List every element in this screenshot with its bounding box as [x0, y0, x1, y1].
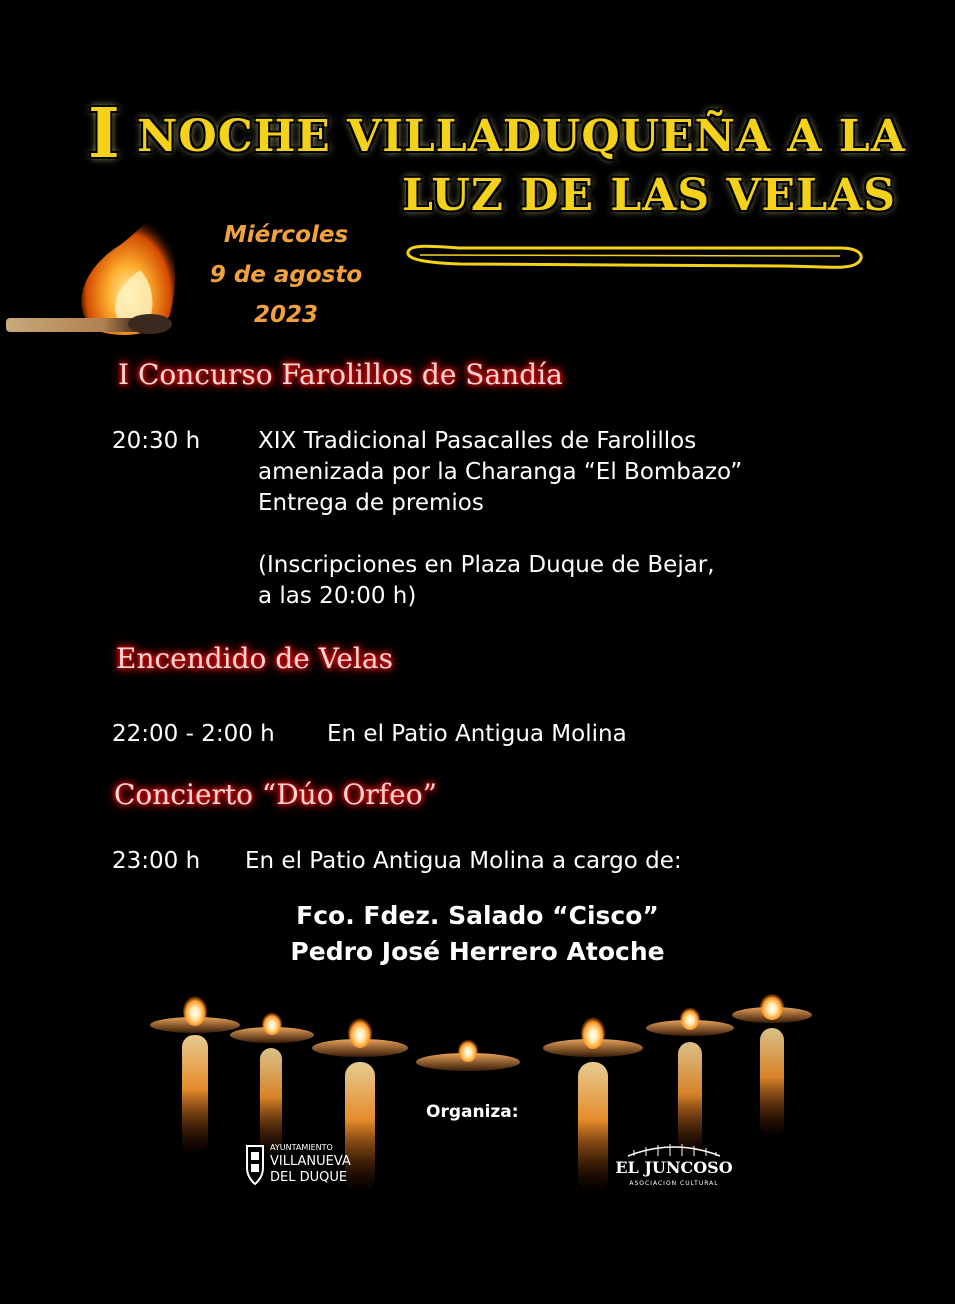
section-heading-concierto: Concierto “Dúo Orfeo”: [114, 778, 437, 811]
time-concierto: 23:00 h: [112, 848, 201, 874]
date-year: 2023: [253, 302, 318, 328]
logo2-subtitle: ASOCIACION CULTURAL: [629, 1180, 719, 1187]
title-numeral: I: [88, 94, 121, 174]
date-day: 9 de agosto: [209, 262, 363, 288]
section-heading-velas: Encendido de Velas: [116, 642, 393, 675]
shield-icon: [244, 1142, 266, 1186]
detail-line: amenizada por la Charanga “El Bombazo”: [258, 459, 743, 485]
performers: [0, 898, 955, 970]
bridge-icon: [624, 1142, 724, 1158]
organiza-label: Organiza:: [426, 1102, 519, 1122]
title-line-2: LUZ DE LAS VELAS: [402, 170, 897, 221]
title-line-1: [88, 94, 906, 174]
time-velas: 22:00 - 2:00 h: [112, 721, 275, 747]
detail-line: XIX Tradicional Pasacalles de Farolillos: [258, 428, 697, 454]
note-line: (Inscripciones en Plaza Duque de Bejar,: [258, 552, 715, 578]
location-velas: En el Patio Antigua Molina: [327, 721, 627, 747]
time-concurso: 20:30 h: [112, 428, 201, 454]
match-flame-icon: [0, 190, 200, 350]
registration-note: [258, 550, 715, 612]
title-underline-swoosh: [400, 236, 868, 276]
event-date: [196, 215, 376, 335]
ayuntamiento-logo: [244, 1142, 364, 1190]
logo1-line2: VILLANUEVA: [270, 1154, 351, 1169]
logo1-line1: AYUNTAMIENTO: [270, 1143, 333, 1152]
performer-name: Fco. Fdez. Salado “Cisco”: [296, 901, 659, 930]
performer-name: Pedro José Herrero Atoche: [290, 937, 665, 966]
title-text-1: NOCHE VILLADUQUEÑA A LA: [137, 111, 906, 162]
location-concierto: En el Patio Antigua Molina a cargo de:: [245, 848, 682, 874]
date-weekday: Miércoles: [223, 222, 349, 248]
details-concurso: [258, 426, 742, 519]
logo2-name: EL JUNCOSO: [615, 1158, 733, 1177]
section-heading-concurso: I Concurso Farolillos de Sandía: [118, 358, 563, 391]
el-juncoso-logo: [612, 1142, 742, 1192]
detail-line: Entrega de premios: [258, 490, 484, 516]
note-line: a las 20:00 h): [258, 583, 417, 609]
logo1-line3: DEL DUQUE: [270, 1170, 348, 1185]
